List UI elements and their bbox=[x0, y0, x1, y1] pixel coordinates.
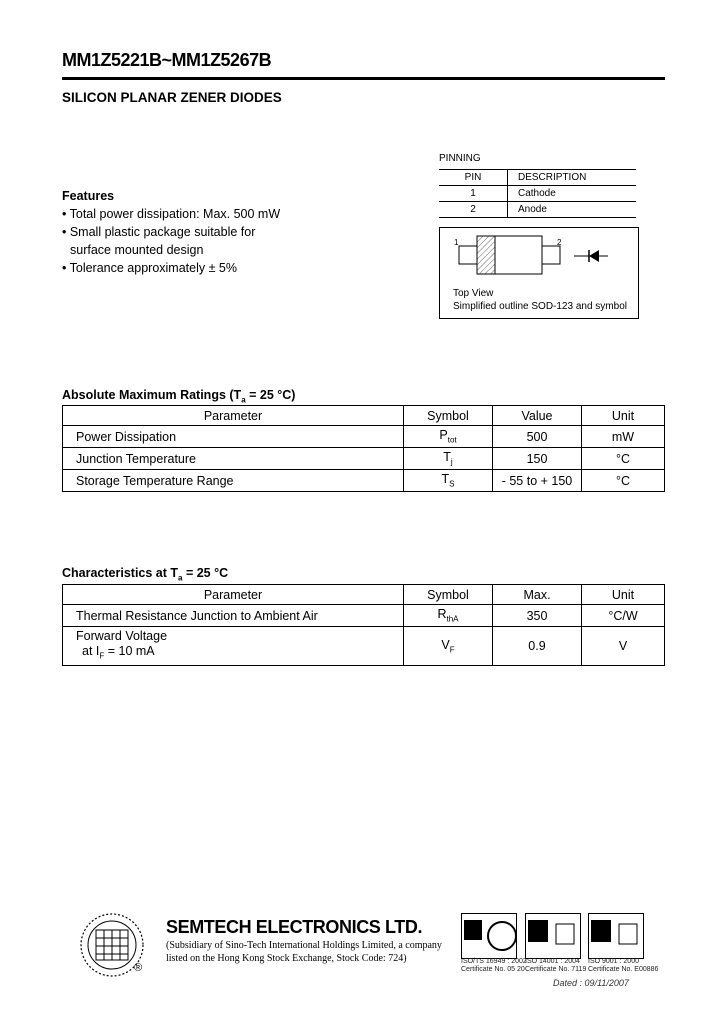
dated-stamp: Dated : 09/11/2007 bbox=[553, 978, 629, 988]
parameter-cell bbox=[63, 627, 404, 666]
certification-badge bbox=[461, 913, 517, 959]
unit-header: Unit bbox=[582, 406, 665, 426]
table-row bbox=[63, 426, 665, 448]
pin2-label: 2 bbox=[557, 238, 562, 247]
table-row bbox=[63, 448, 665, 470]
globe-logo-icon bbox=[76, 912, 156, 980]
company-subsidiary-note bbox=[166, 939, 446, 965]
pin1-label: 1 bbox=[454, 238, 459, 247]
cert-text: ISO 14001 : 2004 Certificate No. 7119 bbox=[525, 958, 587, 973]
heading-tail: = 25 °C bbox=[182, 566, 229, 580]
feature-item: surface mounted design bbox=[70, 243, 204, 257]
heading-sub: a bbox=[241, 395, 246, 405]
value-cell: 350 bbox=[493, 605, 582, 627]
heading-text: Absolute Maximum Ratings (T bbox=[62, 388, 242, 402]
unit-cell: V bbox=[582, 627, 665, 666]
document-subtitle: SILICON PLANAR ZENER DIODES bbox=[62, 90, 282, 105]
certification-badge bbox=[588, 913, 644, 959]
unit-header: Unit bbox=[582, 585, 665, 605]
description-header: DESCRIPTION bbox=[508, 170, 637, 186]
moody-iso9001-icon bbox=[589, 914, 643, 958]
moody-ts16949-icon bbox=[462, 914, 516, 958]
document-title: MM1Z5221B~MM1Z5267B bbox=[62, 50, 272, 70]
pin1-lead bbox=[459, 246, 477, 264]
value-header: Value bbox=[493, 406, 582, 426]
title-rule bbox=[62, 77, 665, 80]
feature-item: • Total power dissipation: Max. 500 mW bbox=[62, 207, 281, 221]
table-row bbox=[63, 627, 665, 666]
pin-description: Cathode bbox=[508, 186, 637, 202]
characteristics-table bbox=[62, 584, 665, 666]
parameter-cell: Junction Temperature bbox=[63, 448, 404, 470]
abs-max-heading bbox=[62, 388, 295, 405]
heading-tail: = 25 °C) bbox=[245, 388, 296, 402]
package-caption bbox=[453, 287, 627, 313]
parameter-cell: Storage Temperature Range bbox=[63, 470, 404, 492]
symbol-cell: $R_{thA}$ bbox=[404, 605, 493, 627]
unit-cell: °C/W bbox=[582, 605, 665, 627]
caption-line: Simplified outline SOD-123 and symbol bbox=[453, 301, 627, 312]
pinning-label: PINNING bbox=[439, 153, 481, 164]
parameter-cell: Power Dissipation bbox=[63, 426, 404, 448]
symbol-header: Symbol bbox=[404, 406, 493, 426]
pin-description: Anode bbox=[508, 202, 637, 218]
unit-cell: °C bbox=[582, 470, 665, 492]
pin-number: 1 bbox=[439, 186, 508, 202]
cert-text: ISO 9001 : 2000 Certificate No. E00886 bbox=[588, 958, 659, 973]
diode-symbol-icon bbox=[574, 250, 608, 262]
feature-item: • Small plastic package suitable for bbox=[62, 225, 256, 239]
parameter-cell: Thermal Resistance Junction to Ambient Air bbox=[63, 605, 404, 627]
registered-mark: ® bbox=[134, 962, 143, 974]
company-name: SEMTECH ELECTRONICS LTD. bbox=[166, 917, 423, 937]
symbol-cell: $T_j$ bbox=[404, 448, 493, 470]
symbol-cell: $P_{tot}$ bbox=[404, 426, 493, 448]
pin2-lead bbox=[542, 246, 560, 264]
cathode-band bbox=[477, 236, 495, 274]
cert-text: ISO/TS 16949 : 2002 Certificate No. 05 20 bbox=[461, 958, 527, 973]
symbol-header: Symbol bbox=[404, 585, 493, 605]
table-row bbox=[63, 470, 665, 492]
company-logo bbox=[76, 912, 156, 985]
heading-sub: a bbox=[178, 573, 183, 583]
table-row bbox=[439, 186, 636, 202]
symbol-cell: $V_F$ bbox=[404, 627, 493, 666]
caption-line: Top View bbox=[453, 288, 494, 299]
value-cell: 0.9 bbox=[493, 627, 582, 666]
pin-number: 2 bbox=[439, 202, 508, 218]
parameter-line: Forward Voltage bbox=[76, 628, 168, 643]
certification-badge bbox=[525, 913, 581, 959]
max-header: Max. bbox=[493, 585, 582, 605]
table-header-row bbox=[439, 170, 636, 186]
value-cell: 150 bbox=[493, 448, 582, 470]
symbol-cell: $T_S$ bbox=[404, 470, 493, 492]
unit-cell: mW bbox=[582, 426, 665, 448]
table-row bbox=[439, 202, 636, 218]
value-cell: - 55 to + 150 bbox=[493, 470, 582, 492]
value-cell: 500 bbox=[493, 426, 582, 448]
table-row bbox=[63, 605, 665, 627]
table-header-row bbox=[63, 585, 665, 605]
parameter-header: Parameter bbox=[63, 406, 404, 426]
pinning-table bbox=[439, 169, 636, 218]
moody-iso14001-icon bbox=[526, 914, 580, 958]
parameter-header: Parameter bbox=[63, 585, 404, 605]
unit-cell: °C bbox=[582, 448, 665, 470]
features-heading: Features bbox=[62, 189, 115, 203]
features-section bbox=[62, 187, 280, 277]
characteristics-heading bbox=[62, 566, 228, 583]
note-line: (Subsidiary of Sino-Tech International Holdings Limited, a company bbox=[166, 940, 442, 951]
feature-item: • Tolerance approximately ± 5% bbox=[62, 261, 237, 275]
table-header-row bbox=[63, 406, 665, 426]
heading-text: Characteristics at T bbox=[62, 566, 179, 580]
abs-max-table bbox=[62, 405, 665, 492]
parameter-line: at $I_F = 10$ mA bbox=[82, 643, 155, 661]
note-line: listed on the Hong Kong Stock Exchange, Stock Code: 724) bbox=[166, 953, 407, 964]
pin-header: PIN bbox=[439, 170, 508, 186]
